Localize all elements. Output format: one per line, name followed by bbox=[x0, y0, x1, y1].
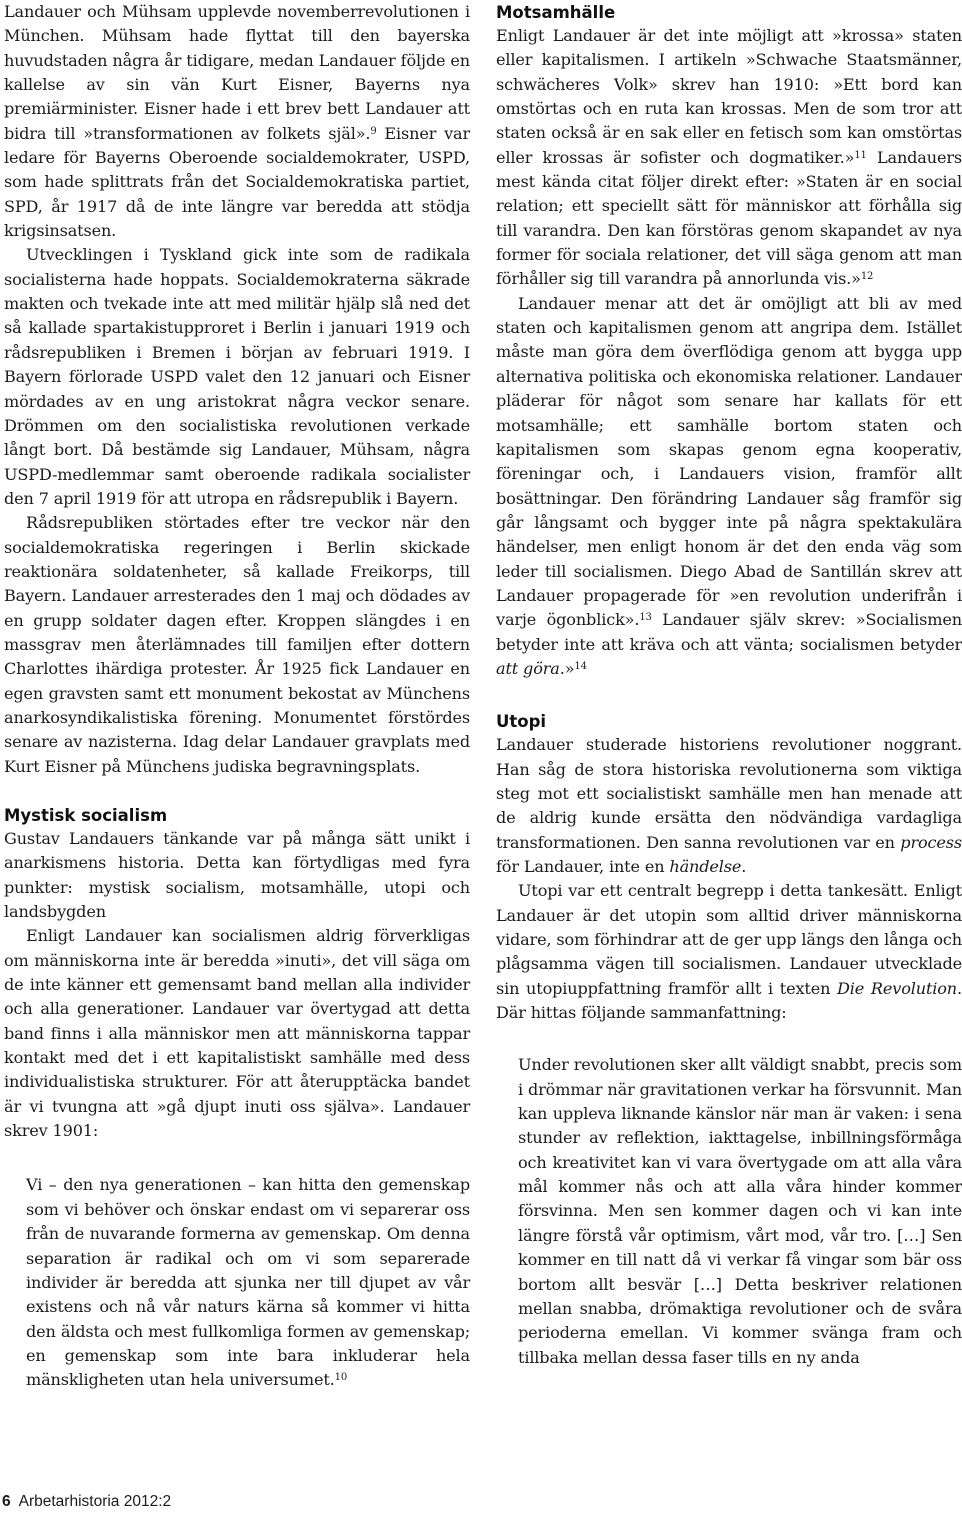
emphasis-text: Die Revolution bbox=[837, 978, 958, 998]
paragraph-text: . bbox=[741, 857, 747, 876]
body-paragraph bbox=[496, 24, 962, 292]
paragraph-text: för Landauer, inte en bbox=[496, 857, 670, 876]
publication-name: Arbetarhistoria 2012:2 bbox=[18, 1493, 172, 1510]
paragraph-text: Landauer menar att det är omöjligt att bli av med staten och kapitalismen genom att angripa dem. Istället måste man göra dem överflödiga genom att bygga upp alternativa politiska och ekonomiska relationer. Landauer pläderar för något som senare har kallats för ett motsamhälle; ett samhälle bortom staten och kapitalismen som skapas genom egna kooperativ, föreningar och, i Landauers vision, framför allt bosättningar. Den förändring Landauer såg framför sig går långsamt och bygger inte på några spektakulära händelser, men enligt honom är det den enda väg som leder till socialismen. Diego Abad de Santillán skrev att Landauer propagerade för »en revolution underifrån i varje ögonblick». bbox=[496, 293, 962, 630]
emphasis-text: att göra bbox=[496, 658, 560, 678]
body-paragraph: Gustav Landauers tänkande var på många sätt unikt i anarkismens historia. Detta kan förtydligas med fyra punkter: mystisk socialism, motsamhälle, utopi och landsbygden bbox=[4, 829, 470, 922]
body-paragraph: Utvecklingen i Tyskland gick inte som de radikala socialisterna hade hoppats. Socialdemokraterna säkrade makten och tvekade inte att med militär hjälp slå ned det så kallade spartakistupproret i Berlin i januari 1919 och rådsrepubliken i Bremen i början av februari 1919. I Bayern förlorade USPD valet den 12 januari och Eisner mördades av en ung aristokrat några veckor senare. Drömmen om den socialistiska revolutionen verkade långt bort. Då bestämde sig Landauer, Mühsam, några USPD-medlemmar samt oberoende radikala socialister den 7 april 1919 för att utropa en rådsrepublik i Bayern. bbox=[4, 245, 470, 508]
block-quote bbox=[496, 1053, 962, 1369]
right-column bbox=[496, 0, 962, 1370]
paragraph-text: Landauer studerade historiens revolutioner noggrant. Han såg de stora historiska revolutionerna som viktiga steg mot ett socialistiskt samhälle men han menade att de aldrig kunde ersätta den nödvändiga vardagliga transformationen. Den sanna revolutionen var en bbox=[496, 735, 962, 852]
quote-text: Under revolutionen sker allt väldigt snabbt, precis som i drömmar när gravitationen verkar ha försvunnit. Man kan uppleva liknande känslor när man är vaken: i sena stunder av reflektion, iakttagelse, inbillningsförmåga och kreativitet kan vi vara övertygade om att alla våra mål kommer nås och att alla våra hinder kommer försvinna. Men sen kommer dagen och vi kan inte längre förstå vår optimism, vårt mod, vår tro. […] Sen kommer en till natt då vi verkar få vingar som bär oss bortom allt besvär […] Detta beskriver relationen mellan snabba, drömaktiga revolutioner och de svåra perioderna emellan. Vi kommer svänga fram och tillbaka mellan dessa faser tills en ny anda bbox=[518, 1055, 962, 1367]
body-paragraph: Rådsrepubliken störtades efter tre veckor när den socialdemokratiska regeringen i Berlin skickade reaktionära soldatenheter, så kallade Freikorps, till Bayern. Landauer arresterades den 1 maj och dödades av en grupp soldater dagen efter. Kroppen slängdes i en massgrav men återlämnades till familjen efter dottern Charlottes ihärdiga protester. År 1925 fick Landauer en egen gravsten samt ett monument bekostat av Münchens anarkosyndikalistiska förening. Monumentet förstördes senare av nazisterna. Idag delar Landauer gravplats med Kurt Eisner på Münchens judiska begravningsplats. bbox=[4, 513, 470, 776]
footnote-ref[interactable]: 14 bbox=[574, 660, 587, 672]
left-column bbox=[4, 0, 470, 1393]
block-quote bbox=[4, 1173, 470, 1392]
paragraph-text: Landauers mest kända citat följer direkt efter: »Staten är en social relation; ett speciellt sätt för människor att förhålla sig till varandra. Den kan förstöras genom skapandet av nya former för sociala relationer, det vill säga genom att man förhåller sig till varandra på annorlunda vis.» bbox=[496, 147, 962, 289]
body-paragraph bbox=[496, 879, 962, 1025]
body-paragraph bbox=[496, 292, 962, 682]
footnote-ref[interactable]: 11 bbox=[854, 149, 867, 161]
footnote-ref[interactable]: 10 bbox=[334, 1372, 348, 1384]
emphasis-text: process bbox=[900, 832, 962, 852]
footnote-ref[interactable]: 12 bbox=[860, 271, 874, 283]
paragraph-text: Utopi var ett centralt begrepp i detta tankesätt. Enligt Landauer är det utopin som alltid driver människorna vidare, som förhindrar att de ger upp längs den långa och plågsamma vägen till socialismen. Landauer utvecklade sin utopiuppfattning framför allt i texten bbox=[496, 881, 962, 998]
paragraph-text: .» bbox=[559, 658, 575, 678]
paragraph-text: Eisner var ledare för Bayerns Oberoende socialdemokrater, USPD, som hade splittrats från det Socialdemokratiska partiet, SPD, år 1917 då de inte längre var beredda att stödja krigsinsatsen. bbox=[4, 123, 471, 241]
paragraph-text: . Där hittas följande sammanfattning: bbox=[496, 978, 962, 1023]
paragraph-text: Landauer själv skrev: »Socialismen betyder inte att kräva och att vänta; socialismen betyder bbox=[496, 610, 962, 654]
section-heading-motsamhalle: Motsamhälle bbox=[496, 3, 616, 22]
emphasis-text: händelse bbox=[669, 857, 742, 876]
quote-text bbox=[26, 1173, 470, 1392]
footnote-ref[interactable]: 9 bbox=[370, 125, 377, 137]
body-paragraph bbox=[496, 733, 962, 879]
section-heading-utopi: Utopi bbox=[496, 712, 547, 732]
body-paragraph: Enligt Landauer kan socialismen aldrig förverkligas om människorna inte är beredda »inuti», det vill säga om de inte känner ett gemensamt band mellan alla individer och alla generationer. Landauer var övertygad att detta band finns i alla människor men att människorna tappar kontakt med det i ett kapitalistiskt samhälle med dess individualistiska strukturer. För att återupptäcka bandet är vi tvungna att »gå djupt inuti oss själva». Landauer skrev 1901: bbox=[4, 926, 470, 1141]
page-number: 6 bbox=[2, 1493, 11, 1510]
quote-body: Vi – den nya generationen – kan hitta den gemenskap som vi behöver och önskar endast om vi separerar oss från de nuvarande formerna av gemenskap. Om denna separation är radikal och om vi som separerade individer är beredda att sjunka ner till djupet av vår existens och nå vår naturs kärna så kommer vi hitta den äldsta och mest fullkomliga formen av gemenskap; en gemenskap som inte bara inkluderar hela mänskligheten utan hela universumet. bbox=[26, 1175, 470, 1390]
paragraph-text: Enligt Landauer är det inte möjligt att »krossa» staten eller kapitalismen. I artikeln »Schwache Staatsmänner, schwächeres Volk» skrev han 1910: »Ett bord kan omstörtas och en ruta kan krossas. Men de som tror att staten också är en sak eller en fetisch som kan omstörtas eller krossas är sofister och dogmatiker.» bbox=[496, 26, 962, 167]
page-footer bbox=[2, 1493, 171, 1511]
section-heading-mystisk-socialism: Mystisk socialism bbox=[4, 806, 168, 825]
footnote-ref[interactable]: 13 bbox=[639, 612, 652, 624]
body-paragraph bbox=[4, 0, 470, 243]
paragraph-text: Landauer och Mühsam upplevde novemberrevolutionen i München. Mühsam hade flyttat till den bayerska huvudstaden några år tidigare, medan Landauer följde en kallelse av sin vän Kurt Eisner, Bayerns nya premiärminister. Eisner hade i ett brev bett Landauer att bidra till »transformationen av folkets själ». bbox=[4, 2, 470, 143]
